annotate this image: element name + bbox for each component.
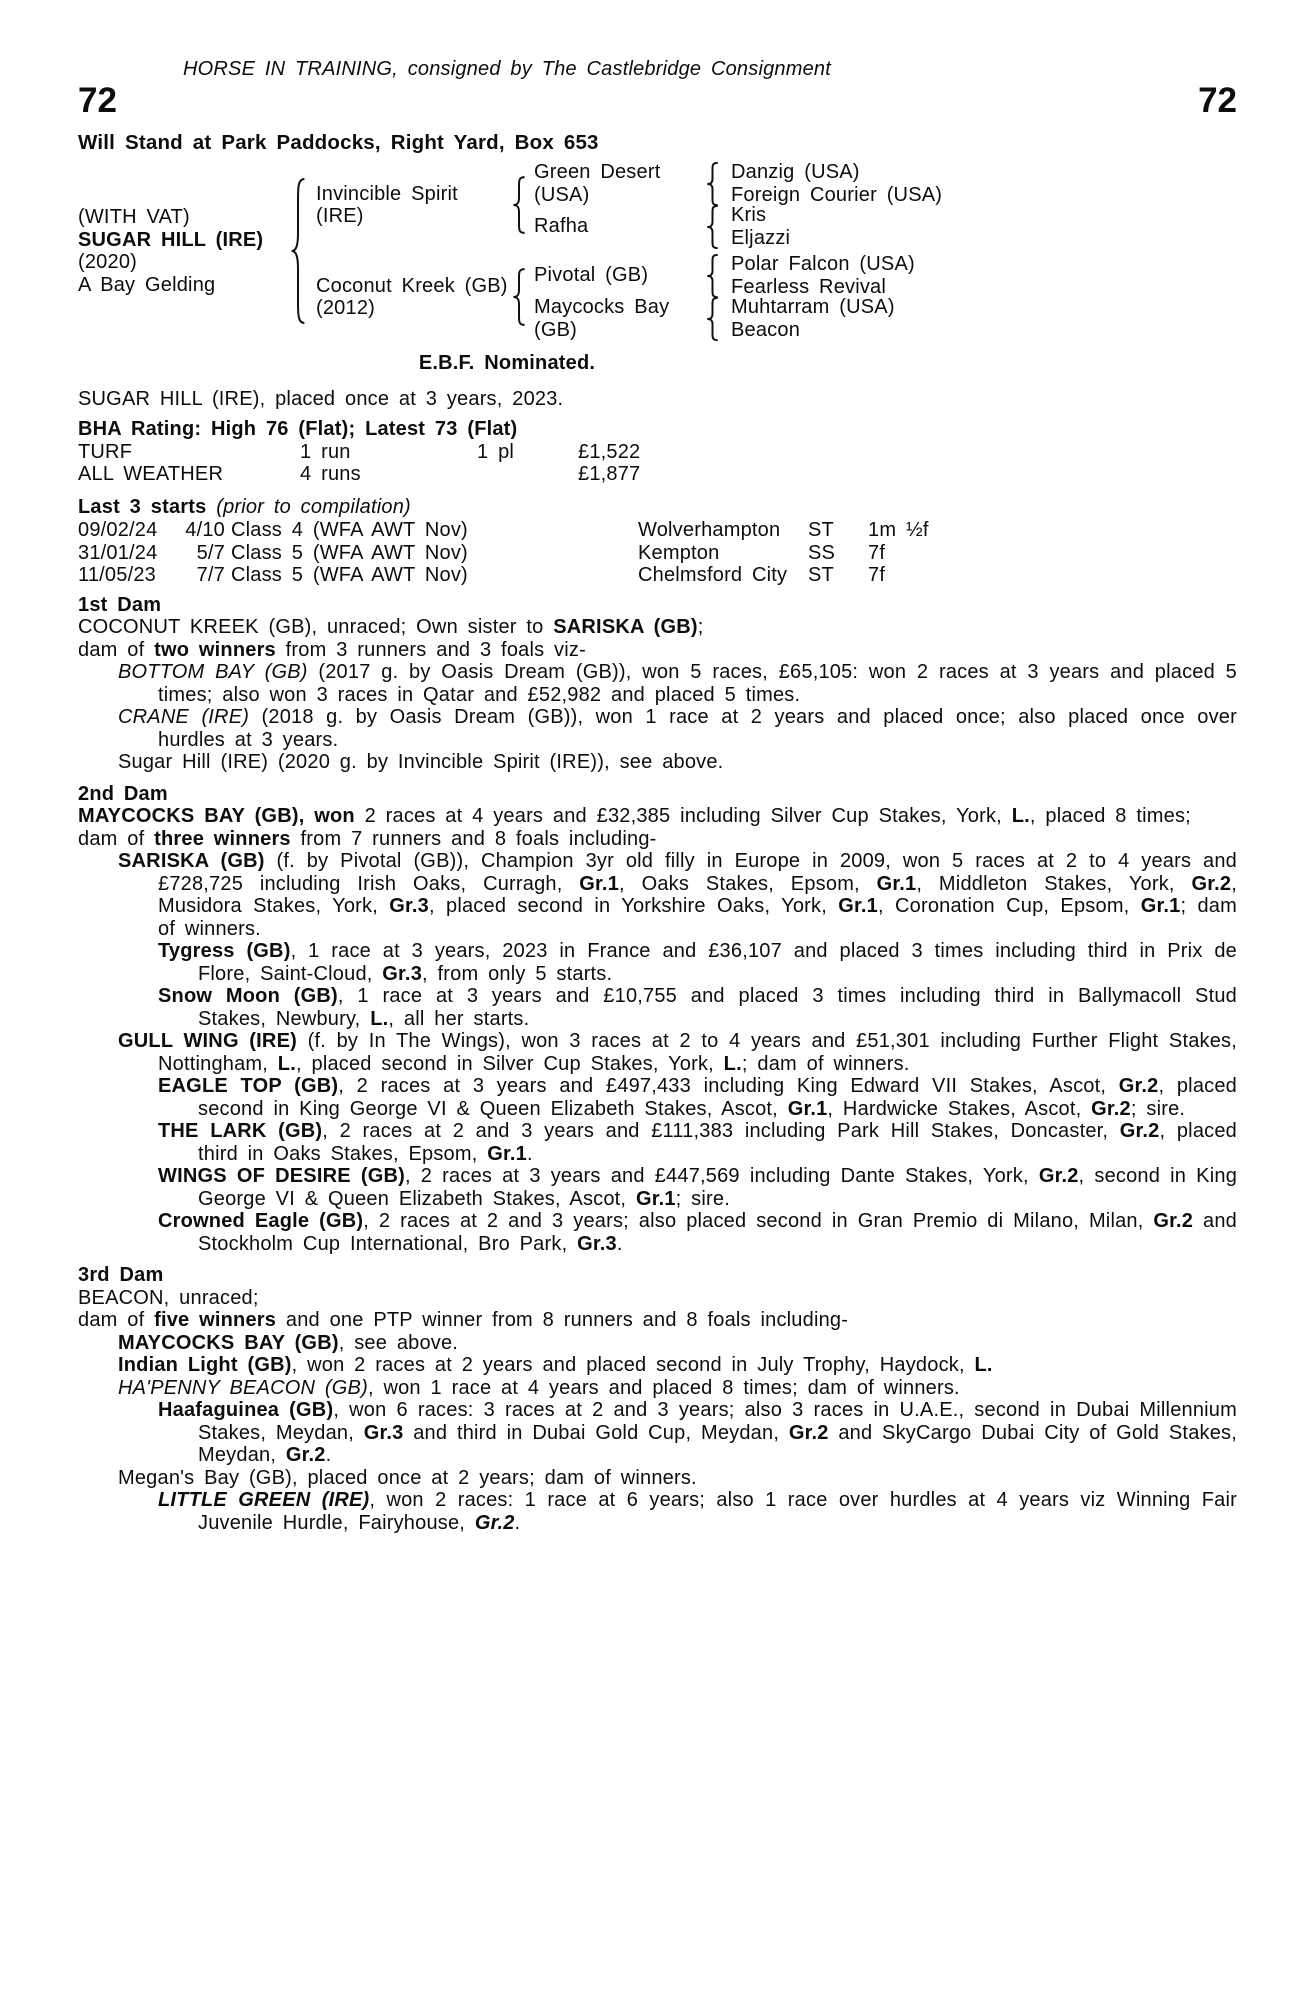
dam-paragraph: BEACON, unraced; (78, 1286, 259, 1309)
dam-paragraph: LITTLE GREEN (IRE), won 2 races: 1 race at 6 years; also 1 race over hurdles at 4 years viz Winning Fair Juvenile Hurdle, Fairyhouse, Gr.2. (158, 1489, 1237, 1534)
granddam-name: Maycocks Bay (GB) (534, 296, 670, 341)
pedigree-tree (78, 162, 1237, 340)
dam-paragraph: BOTTOM BAY (GB) (2017 g. by Oasis Dream (GB)), won 5 races, £65,105: won 2 races at 3 years and placed 5 times; also won 3 races in Qatar and £52,982 and placed 5 times. (118, 661, 1237, 706)
brace-icon (512, 268, 526, 326)
dam-name-block (316, 275, 512, 320)
great-grandparent-name: Foreign Courier (USA) (731, 183, 943, 206)
dam-paragraph: THE LARK (GB), 2 races at 2 and 3 years and £111,383 including Park Hill Stakes, Doncaster, Gr.2, placed third in Oaks Stakes, Epsom, Gr.1. (158, 1120, 1237, 1165)
brace-icon (290, 176, 306, 326)
race-class: Class 4 (WFA AWT Nov) (231, 519, 468, 541)
dam-section-heading: 2nd Dam (78, 782, 168, 805)
subject-horse-description: A Bay Gelding (78, 273, 216, 296)
stand-location: Will Stand at Park Paddocks, Right Yard, Box 653 (78, 130, 599, 154)
subject-horse-year: (2020) (78, 251, 138, 273)
race-position: 7/7 (196, 564, 225, 586)
lot-number-row (78, 80, 1237, 120)
great-grandparent-name: Polar Falcon (USA) (731, 253, 915, 275)
great-grandparent-name: Beacon (731, 318, 801, 341)
race-date: 09/02/24 (78, 519, 158, 541)
rating-surface: ALL WEATHER (78, 463, 224, 485)
rating-runs: 4 runs (300, 463, 361, 485)
dam-paragraph: CRANE (IRE) (2018 g. by Oasis Dream (GB)), won 1 race at 2 years and placed once; also placed once over hurdles at 3 years. (118, 706, 1237, 751)
dam-paragraph: WINGS OF DESIRE (GB), 2 races at 3 years and £447,569 including Dante Stakes, York, Gr.2, second in King George VI & Queen Elizabeth Stakes, Ascot, Gr.1; sire. (158, 1165, 1238, 1210)
last-starts-table (78, 519, 1237, 587)
rating-places (477, 463, 578, 486)
dam-paragraph: COCONUT KREEK (GB), unraced; Own sister to SARISKA (GB); (78, 616, 704, 638)
dam-paragraph: Megan's Bay (GB), placed once at 2 years; dam of winners. (118, 1466, 697, 1489)
pedigree-branches (316, 162, 1237, 340)
dam-paragraph: Haafaguinea (GB), won 6 races: 3 races at 2 and 3 years; also 3 races in U.A.E., second in Dubai Millennium Stakes, Meydan, Gr.3 and third in Dubai Gold Cup, Meydan, Gr.2 and SkyCargo Dubai City of Gold Stakes, Meydan, Gr.2. (158, 1399, 1237, 1466)
race-position: 5/7 (196, 541, 225, 564)
pedigree-row (534, 254, 1237, 297)
race-distance: 1m ½f (868, 519, 929, 541)
bha-rating-heading: BHA Rating: High 76 (Flat); Latest 73 (Flat) (78, 418, 518, 440)
subject-horse-block (78, 206, 290, 296)
dam-section-heading: 3rd Dam (78, 1264, 164, 1286)
great-grandparent-name: Fearless Revival (731, 275, 887, 298)
race-date: 31/01/24 (78, 541, 158, 564)
last-starts-heading-italic: (prior to compilation) (216, 495, 411, 518)
brace-icon (706, 162, 719, 206)
dam-paragraph: dam of five winners and one PTP winner from 8 runners and 8 foals including- (78, 1309, 849, 1331)
dam-paragraph: HA'PENNY BEACON (GB), won 1 race at 4 years and placed 8 times; dam of winners. (118, 1376, 960, 1399)
brace-icon (706, 254, 719, 298)
dam-section-3 (78, 1264, 1237, 1534)
race-position: 4/10 (185, 519, 225, 541)
dam-paragraph: EAGLE TOP (GB), 2 races at 3 years and £497,433 including King Edward VII Stakes, Ascot, Gr.2, placed second in King George VI & Queen Elizabeth Stakes, Ascot, Gr.1, Hardwicke Stakes, Ascot, Gr.2; sire. (158, 1075, 1237, 1120)
dam-paragraph: MAYCOCKS BAY (GB), see above. (118, 1331, 459, 1354)
race-distance: 7f (868, 541, 886, 564)
dam-paragraph: dam of two winners from 3 runners and 3 foals viz- (78, 638, 586, 661)
granddam-name: Rafha (534, 215, 589, 238)
dam-section-2 (78, 783, 1237, 1256)
pedigree-row (534, 162, 1237, 205)
race-going: SS (808, 541, 836, 564)
brace-icon (706, 205, 719, 249)
rating-runs: 1 run (300, 440, 351, 463)
race-class: Class 5 (WFA AWT Nov) (231, 541, 468, 564)
race-distance: 7f (868, 564, 886, 586)
race-track: Chelmsford City (638, 564, 788, 586)
dam-branch (316, 254, 1237, 340)
last-starts-heading-bold: Last 3 starts (78, 495, 217, 518)
sire-branch (316, 162, 1237, 248)
rating-earnings: £1,522 (578, 440, 641, 463)
dam-paragraph: SARISKA (GB) (f. by Pivotal (GB)), Champion 3yr old filly in Europe in 2009, won 5 races at 2 to 4 years and £728,725 including Irish Oaks, Curragh, Gr.1, Oaks Stakes, Epsom, Gr.1, Middleton Stakes, York, Gr.2, Musidora Stakes, York, Gr.3, placed second in Yorkshire Oaks, York, Gr.1, Coronation Cup, Epsom, Gr.1; dam of winners. (118, 850, 1237, 940)
race-date: 11/05/23 (78, 564, 156, 586)
subject-horse-name: SUGAR HILL (IRE) (78, 228, 264, 251)
dam-paragraph: MAYCOCKS BAY (GB), won 2 races at 4 years and £32,385 including Silver Cup Stakes, York, L., placed 8 times; (78, 805, 1191, 827)
ebf-nominated-line: E.B.F. Nominated. (418, 352, 596, 374)
dam-year: (2012) (316, 297, 376, 319)
dam-paragraph: dam of three winners from 7 runners and 8 foals including- (78, 827, 657, 850)
great-grandparent-name: Danzig (USA) (731, 161, 860, 183)
race-class: Class 5 (WFA AWT Nov) (231, 564, 468, 586)
great-grandparent-name: Eljazzi (731, 226, 791, 249)
dam-paragraph: Indian Light (GB), won 2 races at 2 years and placed second in July Trophy, Haydock, L. (118, 1354, 993, 1376)
race-going: ST (808, 519, 834, 541)
rating-table (78, 441, 1237, 486)
lot-number-right: 72 (1198, 80, 1237, 120)
race-going: ST (808, 564, 834, 586)
brace-icon (512, 176, 526, 234)
pedigree-row (534, 205, 1237, 248)
page-header: HORSE IN TRAINING, consigned by The Castlebridge Consignment (182, 58, 832, 80)
rating-places: 1 pl (477, 440, 515, 463)
pedigree-row (534, 297, 1237, 340)
horse-summary-line: SUGAR HILL (IRE), placed once at 3 years, 2023. (78, 387, 564, 410)
brace-icon (706, 297, 719, 341)
great-grandparent-name: Muhtarram (USA) (731, 296, 895, 318)
dam-paragraph: GULL WING (IRE) (f. by In The Wings), won 3 races at 2 to 4 years and £51,301 including Further Flight Stakes, Nottingham, L., placed second in Silver Cup Stakes, York, L.; dam of winners. (118, 1030, 1238, 1075)
lot-number-left: 72 (78, 80, 117, 120)
rating-surface: TURF (78, 440, 133, 463)
dam-paragraph: Crowned Eagle (GB), 2 races at 2 and 3 years; also placed second in Gran Premio di Milano, Milan, Gr.2 and Stockholm Cup International, Bro Park, Gr.3. (158, 1210, 1237, 1255)
rating-earnings: £1,877 (578, 463, 641, 485)
grandsire-name: Green Desert (USA) (534, 161, 661, 206)
race-track: Kempton (638, 541, 720, 564)
dam-section-1 (78, 594, 1237, 774)
race-track: Wolverhampton (638, 519, 781, 541)
dam-section-heading: 1st Dam (78, 593, 162, 616)
last-starts-heading (78, 496, 1237, 519)
dam-paragraph: Snow Moon (GB), 1 race at 3 years and £10,755 and placed 3 times including third in Ballymacoll Stud Stakes, Newbury, L., all her starts. (158, 985, 1237, 1030)
dam-name: Coconut Kreek (GB) (316, 274, 508, 297)
great-grandparent-name: Kris (731, 204, 767, 226)
sire-name: Invincible Spirit (IRE) (316, 182, 458, 227)
dam-paragraph: Tygress (GB), 1 race at 3 years, 2023 in France and £36,107 and placed 3 times including third in Prix de Flore, Saint-Cloud, Gr.3, from only 5 starts. (158, 940, 1237, 985)
dam-paragraph: Sugar Hill (IRE) (2020 g. by Invincible Spirit (IRE)), see above. (118, 751, 724, 773)
vat-note: (WITH VAT) (78, 206, 190, 228)
grandsire-name: Pivotal (GB) (534, 264, 649, 287)
